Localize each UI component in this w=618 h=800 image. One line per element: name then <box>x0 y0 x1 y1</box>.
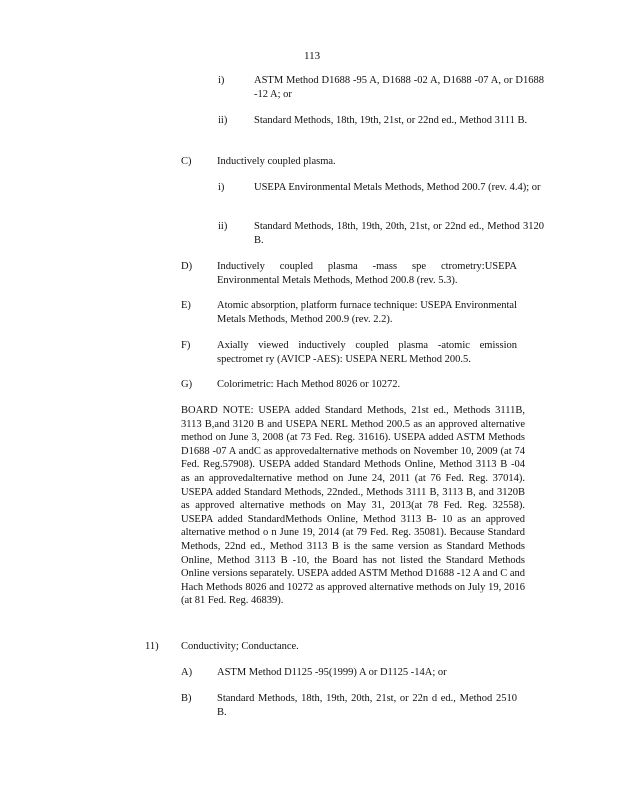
item-label-e: E) <box>181 300 191 311</box>
item-text-a: ASTM Method D1125 -95(1999) A or D1125 -14A; or <box>217 667 447 678</box>
item-label-c: C) <box>181 156 192 167</box>
subitem-label: i) <box>218 182 225 193</box>
subitem-label: ii) <box>218 221 228 232</box>
item-label-f: F) <box>181 340 191 351</box>
item-text-e: Atomic absorption, platform furnace technique: USEPA Environmental Metals Methods, Method 200.9 (rev. 2.2). <box>217 300 517 325</box>
subitem-text: Standard Methods, 18th, 19th, 21st, or 22nd ed., Method 3111 B. <box>254 115 528 126</box>
item-text-d: Inductively coupled plasma -mass spe ctrometry:USEPA Environmental Metals Methods, Method 200.8 (rev. 5.3). <box>217 261 517 286</box>
subitem-text: USEPA Environmental Metals Methods, Method 200.7 (rev. 4.4); or <box>254 182 541 193</box>
subitem-text: Standard Methods, 18th, 19th, 20th, 21st, or 22nd ed., Method 3120 B. <box>254 221 544 246</box>
section-number: 11) <box>145 641 159 652</box>
subitem-label: ii) <box>218 115 228 126</box>
subitem-label: i) <box>218 75 225 86</box>
section-heading: Conductivity; Conductance. <box>181 641 299 652</box>
item-label-d: D) <box>181 261 193 272</box>
item-label-g: G) <box>181 379 193 390</box>
item-text-g: Colorimetric: Hach Method 8026 or 10272. <box>217 379 401 390</box>
item-text-b: Standard Methods, 18th, 19th, 20th, 21st, or 22n d ed., Method 2510 B. <box>217 693 517 718</box>
subitem-text: ASTM Method D1688 -95 A, D1688 -02 A, D1688 -07 A, or D1688 -12 A; or <box>254 75 544 100</box>
item-label-a: A) <box>181 667 193 678</box>
item-label-b: B) <box>181 693 192 704</box>
item-text-c: Inductively coupled plasma. <box>217 156 336 167</box>
board-note: BOARD NOTE: USEPA added Standard Methods, 21st ed., Methods 3111B, 3113 B,and 3120 B and USEPA NERL Method 200.5 as an approved alternative method on June 3, 2008 (at 73 Fed. Reg. 31616). USEPA added ASTM Methods D1688 -07 A andC as approvedalternative methods on November 10, 2009 (at 74 Fed. Reg.57908). USEPA added Standard Methods Online, Method 3113 B -04 as an approvedalternative method on June 24, 2011 (at 76 Fed. Reg. 37014). USEPA added Standard Methods, 22nded., Methods 3111 B, 3113 B, and 3120B as approved alternative methods on May 31, 2013(at 78 Fed. Reg. 32558). USEPA added StandardMethods Online, Method 3113 B- 10 as an approved alternative method o n June 19, 2014 (at 79 Fed. Reg. 35081). Because Standard Methods, 22nd ed., Method 3113 B is the same version as Standard Methods Online, Method 3113 B -10, the Board has not listed the Standard Methods Online versions separately. USEPA added ASTM Method D1688 -12 A and C and Hach Methods 8026 and 10272 as approved alternative methods on July 19, 2016 (at 81 Fed. Reg. 46839). <box>181 405 525 607</box>
item-text-f: Axially viewed inductively coupled plasma -atomic emission spectromet ry (AVICP -AES): USEPA NERL Method 200.5. <box>217 340 517 365</box>
page-number: 113 <box>304 50 321 62</box>
